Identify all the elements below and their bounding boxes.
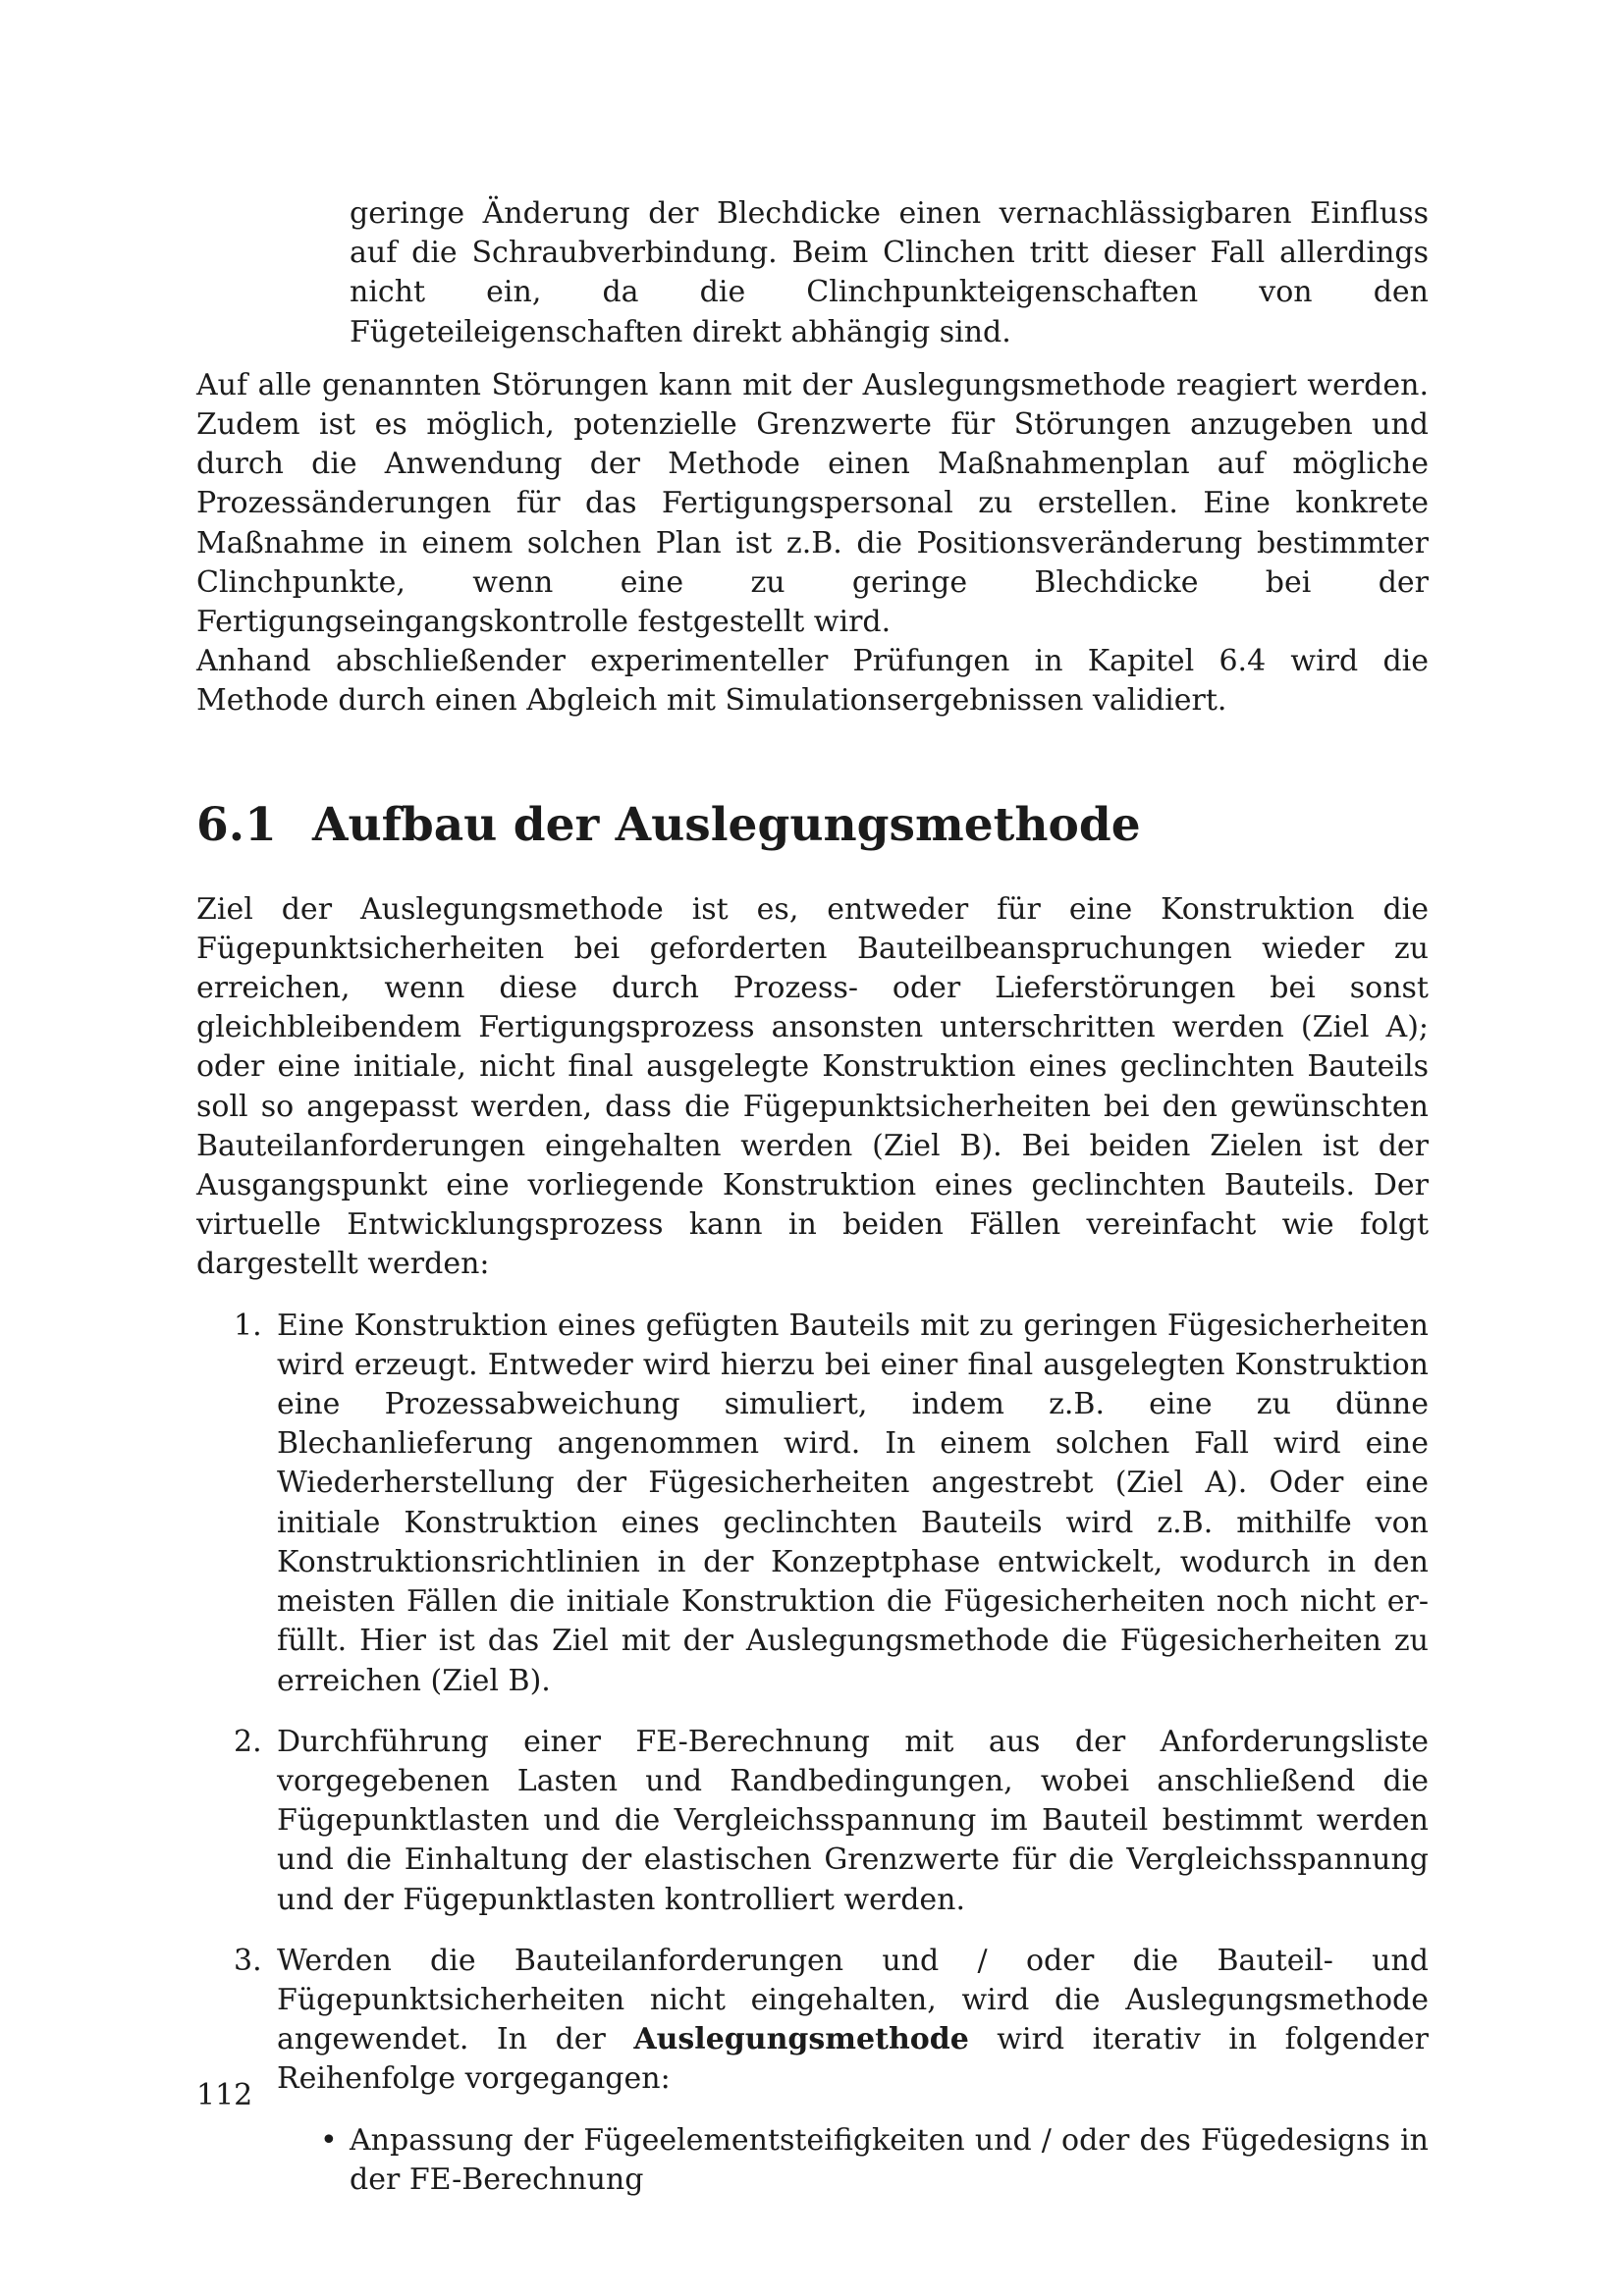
bold-term: Auslegungsmethode — [633, 2022, 969, 2057]
list-marker: 2. — [234, 1724, 262, 1759]
bullet-marker: • — [320, 2122, 338, 2158]
list-marker: 1. — [234, 1308, 262, 1343]
paragraph: Anhand abschließender experimenteller Prüfungen in Kapitel 6.4 wird die Methode durch einen Abgleich mit Simulationsergebnissen validiert. — [196, 644, 1429, 719]
list-item-text: Eine Konstruktion eines gefügten Bauteils mit zu geringen Fügesicherheiten wird erzeugt. Entweder wird hierzu bei einer final ausgelegten Konstruktion eine Prozessabweichung simuliert, indem z.B. eine zu dünne Blechanlieferung angenommen wird. In einem solchen Fall wird eine Wiederherstellung der Fügesicherheiten angestrebt (Ziel A). Oder eine initiale Konstruktion eines geclinchten Bauteils wird z.B. mithilfe von Konstruktionsrichtlinien in der Konzeptphase entwickelt, wodurch in den meisten Fällen die initiale Konstruktion die Fügesicherheiten noch nicht erfüllt. Hier ist das Ziel mit der Auslegungsmethode die Fügesicherheiten zu erreichen (Ziel B). — [277, 1308, 1429, 1698]
list-item-text — [277, 1942, 1429, 2100]
paragraph: Auf alle genannten Störungen kann mit der Auslegungsmethode reagiert werden. Zudem ist es möglich, potenzielle Grenzwerte für Störungen anzugeben und durch die Anwendung der Methode einen Maßnahmenplan auf mögliche Prozessänderungen für das Fertigungspersonal zu erstellen. Eine konkrete Maßnahme in einem solchen Plan ist z.B. die Positionsveränderung bestimmter Clinchpunkte, wenn eine zu geringe Blechdicke bei der Fertigungseingangskontrolle festgestellt wird. — [196, 367, 1429, 640]
bullet-item — [277, 2121, 1429, 2200]
text-run: wird iterativ in folgender Reihenfolge vorgegangen: — [277, 2022, 1429, 2097]
continuation-paragraph: geringe Änderung der Blechdicke einen vernachlässigbaren Einfluss auf die Schraubverbindung. Beim Clinchen tritt dieser Fall allerdings nicht ein, da die Clinchpunkteigenschaften von den Fügeteileigenschaften direkt abhängig sind. — [350, 196, 1429, 349]
text-run: Werden die Bauteilanforderungen und / oder die Bauteil- und Fügepunktsicherheiten nicht eingehalten, wird die Auslegungsmethode angewendet. In der — [277, 1943, 1429, 2057]
section-intro-paragraph: Ziel der Auslegungsmethode ist es, entweder für eine Konstruktion die Fügepunktsicherheiten bei geforderten Bauteilbeanspruchungen wieder zu erreichen, wenn diese durch Prozess- oder Lieferstörungen bei sonst gleichbleibendem Fertigungsprozess ansonsten unterschritten werden (Ziel A); oder eine initiale, nicht final ausgelegte Konstruktion eines geclinchten Bauteils soll so angepasst werden, dass die Fügepunktsicherheiten bei den gewünschten Bauteilanforderungen eingehalten werden (Ziel B). Bei beiden Zielen ist der Ausgangspunkt eine vorliegende Konstruktion eines geclinchten Bauteils. Der virtuelle Entwicklungsprozess kann in beiden Fällen vereinfacht wie folgt dargestellt werden: — [196, 891, 1429, 1282]
list-item-text: Durchführung einer FE-Berechnung mit aus der Anforderungsliste vorgegebenen Lasten und Randbedingungen, wobei anschließend die Fügepunktlasten und die Vergleichsspannung im Bauteil bestimmt werden und die Einhaltung der elastischen Grenzwerte für die Vergleichsspannung und der Fügepunktlasten kontrolliert werden. — [277, 1724, 1429, 1917]
section-title: Aufbau der Auslegungsmethode — [312, 797, 1141, 852]
page-number: 112 — [196, 2078, 253, 2112]
bullet-list — [277, 2121, 1429, 2200]
list-marker: 3. — [234, 1943, 262, 1978]
list-item — [196, 1942, 1429, 2200]
section-heading — [196, 798, 1429, 853]
list-item — [196, 1723, 1429, 1920]
page-body — [196, 194, 1429, 2221]
list-item — [196, 1307, 1429, 1701]
section-number: 6.1 — [196, 797, 277, 852]
numbered-list — [196, 1307, 1429, 2200]
bullet-item-text: Anpassung der Fügeelementsteifigkeiten und / oder des Fügedesigns in der FE-Berechnung — [350, 2122, 1429, 2197]
